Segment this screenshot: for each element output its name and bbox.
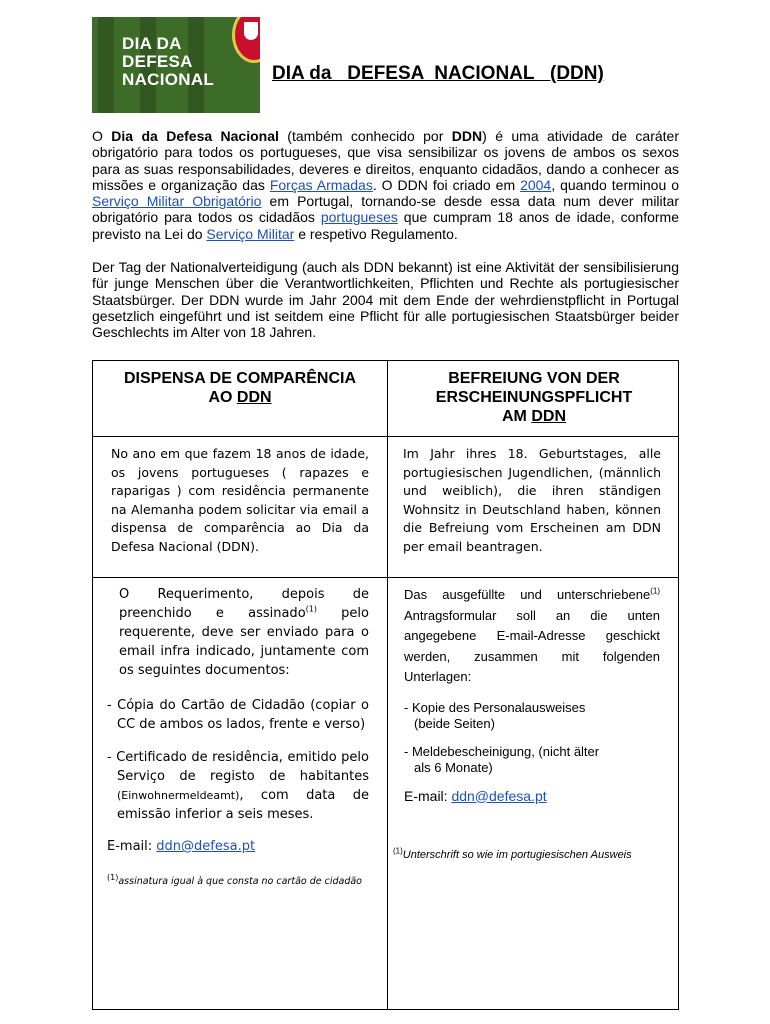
text: pelo requerente, deve ser enviado para o email infra indicado, juntamente com os seguintes documentos:: [119, 606, 369, 678]
header-line: [93, 388, 387, 407]
text: - Certificado de residência, emitido pelo Serviço de registo de habitantes: [107, 750, 369, 784]
logo-text: [122, 35, 214, 89]
email-link[interactable]: ddn@defesa.pt: [156, 839, 256, 854]
ddn-logo: [92, 17, 260, 113]
row1-left-cell: [111, 445, 369, 556]
row2-left-cell: [107, 585, 369, 891]
requerimento-text: [107, 585, 369, 680]
email-label: E-mail:: [107, 839, 157, 854]
email-label: E-mail:: [404, 787, 452, 804]
text: (Einwohnermeldeamt): [117, 789, 240, 802]
table-divider: [387, 361, 388, 1009]
dispensa-table: [92, 360, 679, 1010]
text: que cumpram 18 anos de idade, conforme previsto na Lei do: [92, 209, 680, 242]
text: O: [92, 128, 112, 144]
logo-line: NACIONAL: [122, 70, 215, 89]
doc-item: - Kopie des Personalausweises (beide Seiten): [404, 699, 586, 731]
text: AO: [208, 389, 237, 406]
header-line: [388, 407, 680, 426]
text: , com data de emissão inferior a seis meses.: [117, 788, 369, 822]
text: . O DDN foi criado em: [372, 176, 521, 193]
text: ) é uma atividade de caráter obrigatório para todos os portugueses, que visa sensibilizar os jovens de ambos os sexos para as suas responsabilidades, deveres e direitos, enquanto cidadãos, dando a conhecer as missões e organização das: [92, 128, 680, 193]
link-servico-militar[interactable]: Serviço Militar: [206, 225, 295, 242]
table-divider: [93, 436, 678, 437]
portugal-coat-of-arms-icon: [232, 17, 260, 63]
row1-left-text: No ano em que fazem 18 anos de idade, os jovens portugueses ( rapazes e raparigas ) com residência permanente na Alemanha podem solicitar via email a dispensa de comparência ao Dia da Defesa Nacional (DDN).: [111, 446, 369, 554]
text: , quando terminou o: [551, 176, 679, 193]
text: em Portugal, tornando-se desde essa data num dever militar obrigatório para todos os cidadãos: [92, 193, 679, 226]
header-right: [388, 369, 680, 426]
footnote-marker: (1): [393, 846, 403, 856]
row2-right-cell: [404, 585, 660, 806]
logo-soldier-shadow: [98, 17, 114, 113]
footnote-marker: (1): [107, 872, 119, 882]
bold-term: Dia da Defesa Nacional: [111, 128, 279, 144]
link-portugueses[interactable]: portugueses: [320, 209, 398, 226]
link-forcas-armadas[interactable]: Forças Armadas: [269, 176, 373, 193]
row1-right-cell: [403, 445, 661, 556]
bold-term: DDN: [451, 128, 483, 144]
text: assinatura igual à que consta no cartão de cidadão: [118, 875, 362, 887]
footnote: [107, 873, 369, 892]
page-title: DIA da DEFESA NACIONAL (DDN): [272, 63, 604, 84]
email-line: [107, 838, 369, 857]
header-line: ERSCHEINUNGSPFLICHT: [435, 389, 633, 406]
doc-item: - Meldebescheinigung, (nicht älter als 6 Monate): [404, 743, 600, 775]
link-2004[interactable]: 2004: [520, 176, 552, 193]
email-link[interactable]: ddn@defesa.pt: [451, 787, 547, 804]
text: (também conhecido por: [278, 128, 452, 144]
logo-line: DIA DA: [122, 34, 182, 53]
text: Das ausgefüllte und unterschriebene: [404, 587, 651, 602]
row1-right-text: Im Jahr ihres 18. Geburtstages, alle portugiesischen Jugendlichen, (männlich und weiblich), die ihren ständigen Wohnsitz in Deutschland haben, können die Befreiung vom Erscheinen am DDN per email beantragen.: [403, 446, 661, 554]
text: Unterschrift so wie im portugiesischen Ausweis: [402, 849, 632, 861]
footnote-marker: (1): [650, 586, 660, 596]
shield-icon: [244, 22, 258, 40]
logo-line: DEFESA: [122, 52, 193, 71]
antrag-text: [404, 585, 660, 688]
link-servico-militar-obrigatorio[interactable]: Serviço Militar Obrigatório: [92, 193, 262, 210]
footnote-marker: (1): [305, 604, 317, 614]
text: e respetivo Regulamento.: [294, 225, 458, 242]
header-left: [93, 369, 387, 407]
doc-item: - Cópia do Cartão de Cidadão (copiar o CC de ambos os lados, frente e verso): [107, 698, 369, 732]
doc-item: [107, 748, 369, 824]
table-divider: [93, 577, 678, 578]
intro-portuguese: [92, 128, 679, 242]
email-line: [404, 786, 660, 807]
text: DDN: [236, 389, 272, 406]
header-line: DISPENSA DE COMPARÊNCIA: [123, 370, 357, 387]
text: Antragsformular soll an die unten angegebene E-mail-Adresse geschickt werden, zusammen mit folgenden Unterlagen:: [404, 607, 660, 684]
text: O Requerimento, depois de preenchido e assinado: [119, 587, 369, 621]
header-line: BEFREIUNG VON DER: [448, 370, 620, 387]
text: AM: [502, 408, 532, 425]
footnote: [393, 845, 678, 866]
text: DDN: [531, 408, 566, 425]
intro-german: Der Tag der Nationalverteidigung (auch als DDN bekannt) ist eine Aktivität der sensibilisierung für junge Menschen über die Verantwortlichkeiten, Pflichten und Rechte als portugiesischer Staatsbürger. Der DDN wurde im Jahr 2004 mit dem Ende der wehrdienstpflicht in Portugal gesetzlich eingeführt und ist seitdem eine Pflicht für alle portugiesischen Staatsbürger beider Geschlechts im Alter von 18 Jahren.: [92, 259, 679, 341]
